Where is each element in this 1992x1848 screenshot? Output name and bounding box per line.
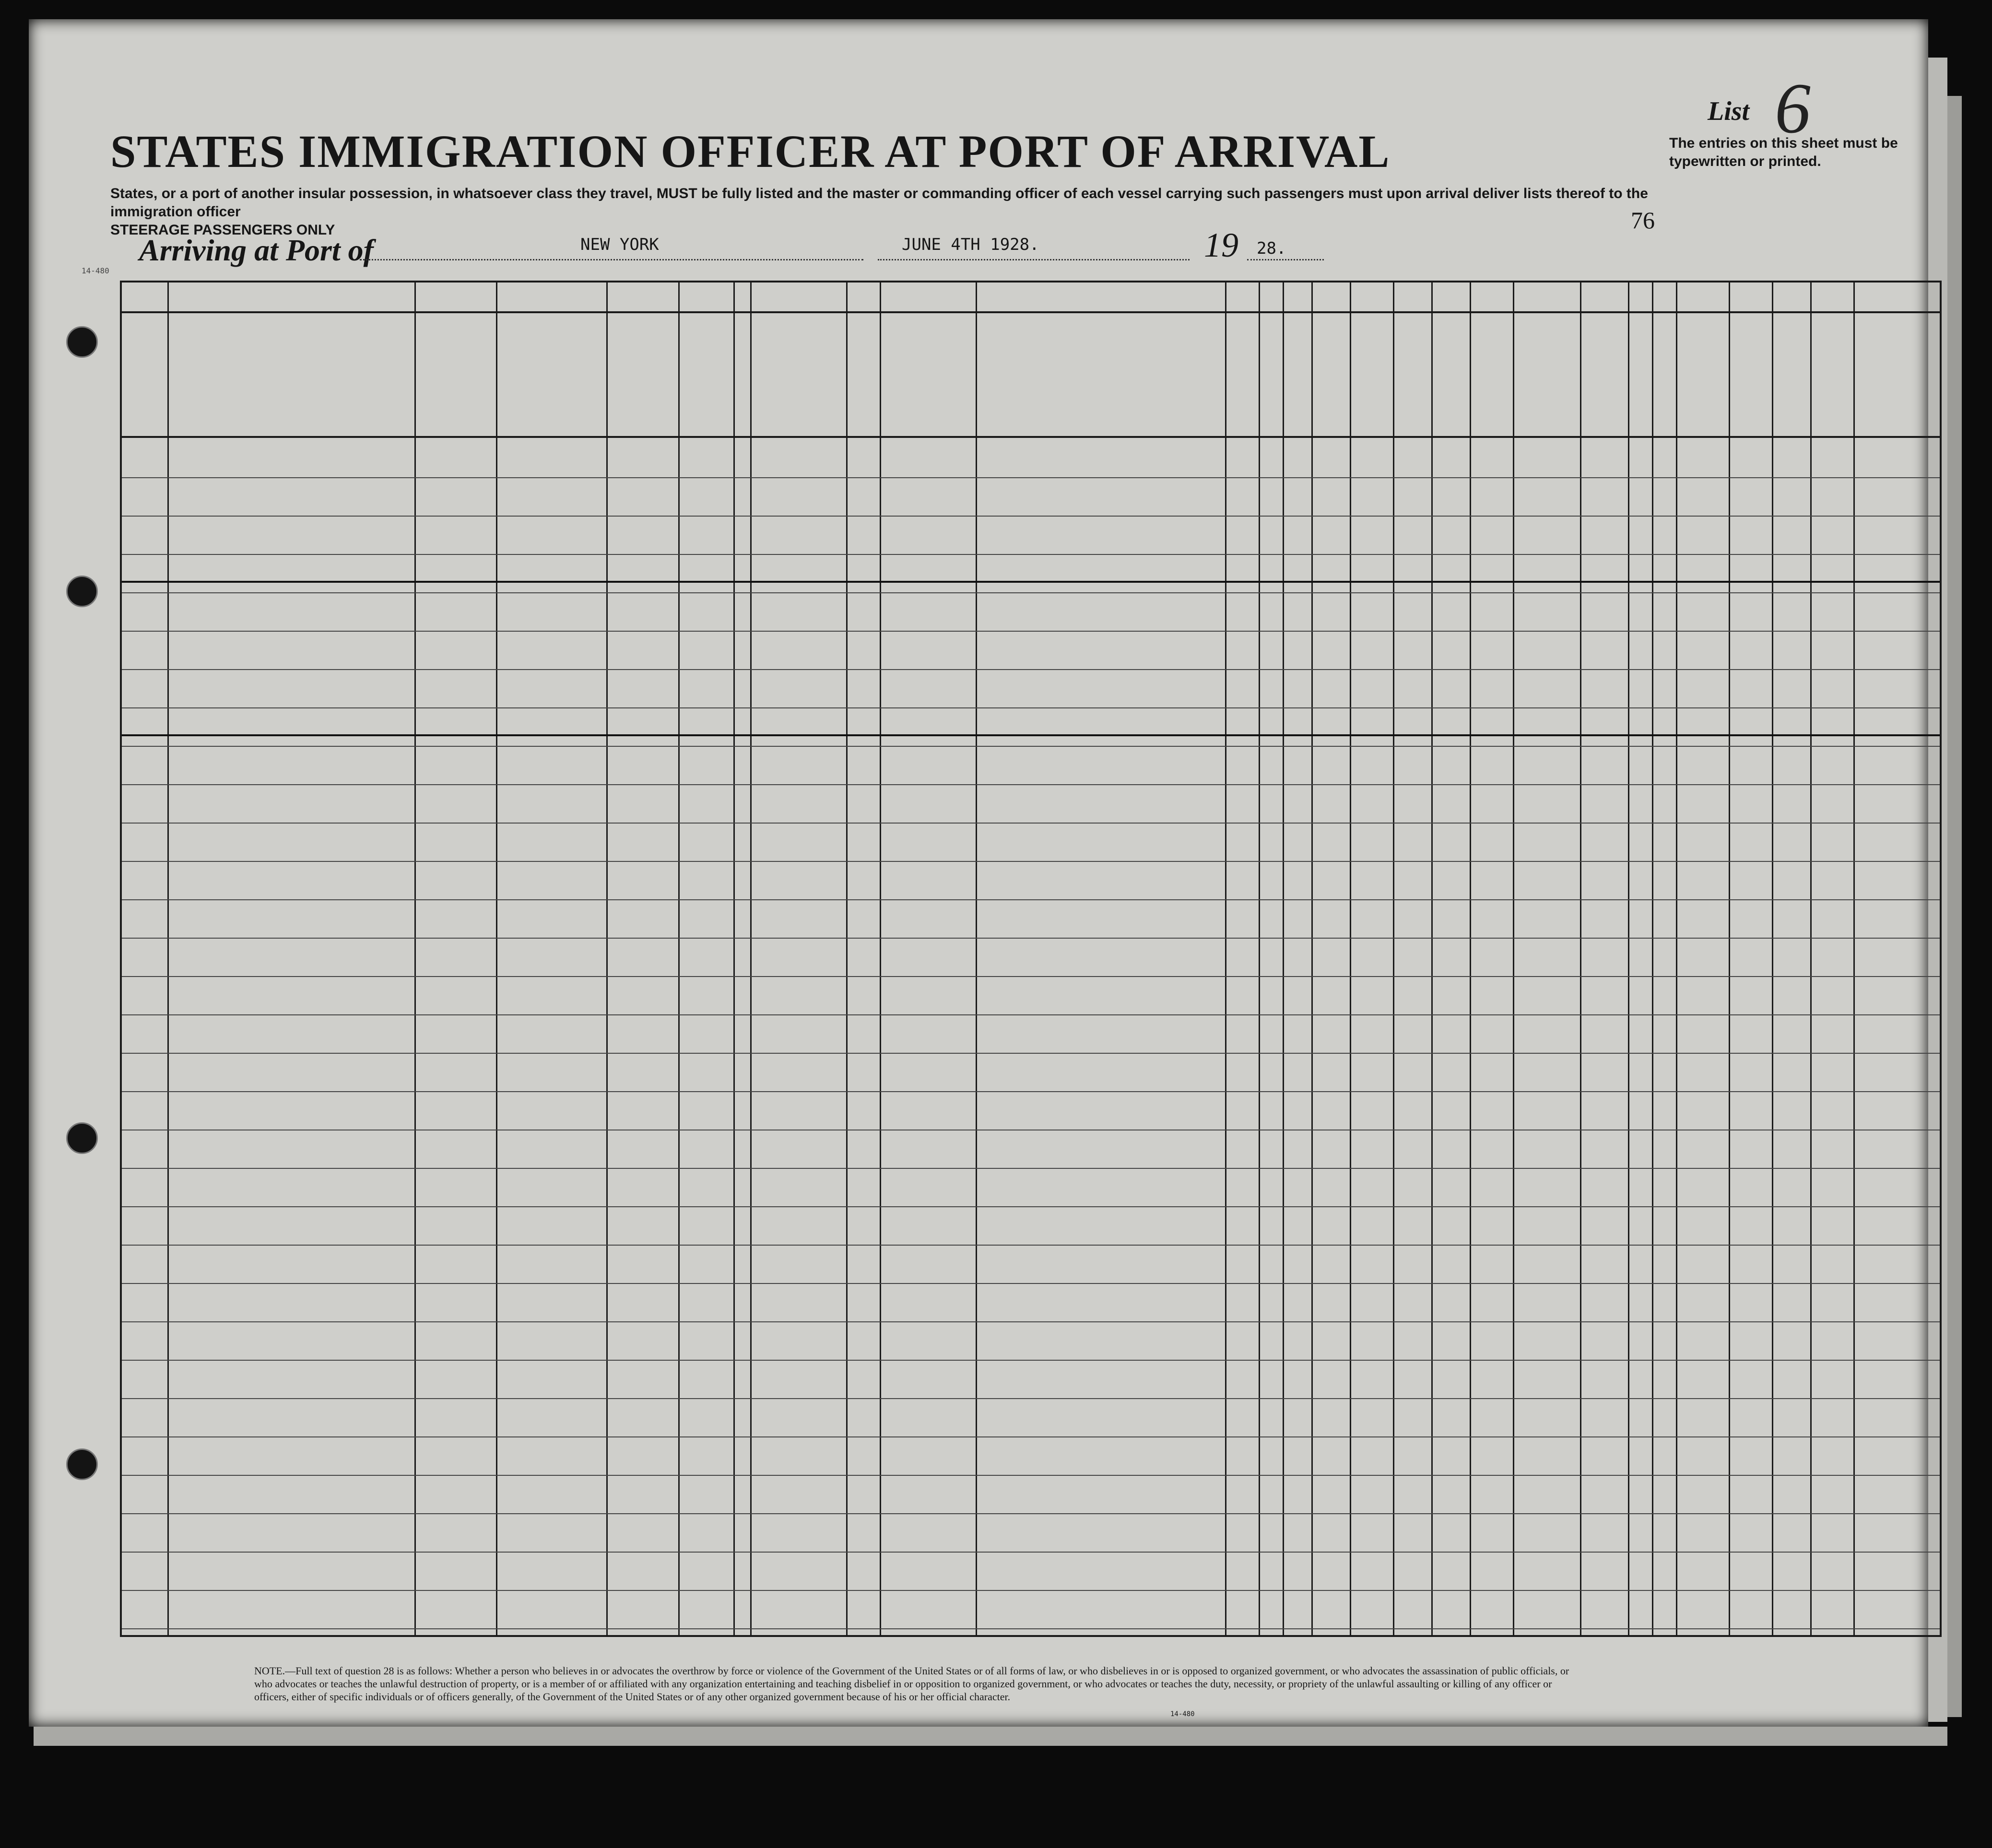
list-note: The entries on this sheet must be typewritten or printed. [1669,135,1898,169]
row-divider [122,1513,1940,1514]
row-divider [122,1475,1940,1476]
form-code: 14-480 [82,266,109,275]
row-divider [122,823,1940,824]
row-divider [122,1398,1940,1399]
row-divider [122,861,1940,862]
instructions [110,185,1693,239]
column-divider [1470,282,1471,1635]
row-divider [122,938,1940,939]
row-divider [122,1091,1940,1092]
page-edge [1947,96,1962,1717]
year-prefix: 19 [1204,226,1238,264]
column-header [1515,315,1544,459]
strike-through-line [122,734,1940,736]
manifest-table [120,281,1942,1637]
page-title: STATES IMMIGRATION OFFICER AT PORT OF ARRIVAL [110,126,1391,177]
row-divider [122,1360,1940,1361]
column-divider [167,282,169,1635]
row-divider [122,899,1940,900]
divider [1247,259,1324,260]
row-divider [122,1590,1940,1591]
column-divider [1311,282,1313,1635]
column-divider [1259,282,1260,1635]
column-divider [733,282,735,1635]
column-header [1434,315,1462,459]
row-divider [122,477,1940,478]
row-divider [122,1552,1940,1553]
column-divider [1810,282,1812,1635]
column-divider [846,282,848,1635]
column-divider [1283,282,1284,1635]
column-divider [496,282,497,1635]
arrival-port: NEW YORK [580,235,659,254]
instruction-text: States, or a port of another insular possession, in whatsoever class they travel, MUST be fully listed and the master or commanding officer of each vessel carrying such passengers must upon arrival deliver lists thereof to the immigration officer [110,186,1648,220]
row-divider [122,1168,1940,1169]
row-divider [122,784,1940,785]
row-divider [122,976,1940,977]
column-divider [1393,282,1394,1635]
column-divider [1350,282,1351,1635]
header-divider [122,311,1940,313]
punch-hole [66,326,98,358]
column-divider [750,282,752,1635]
manifest-sheet [29,19,1928,1727]
column-divider [1513,282,1514,1635]
column-divider [1853,282,1855,1635]
column-divider [880,282,881,1635]
row-divider [122,631,1940,632]
punch-hole [66,576,98,607]
column-divider [606,282,608,1635]
column-divider [1580,282,1581,1635]
row-divider [122,1206,1940,1207]
row-divider [122,669,1940,670]
page-edge [34,1727,1947,1746]
column-header [1227,315,1256,459]
column-divider [678,282,680,1635]
row-divider [122,554,1940,555]
column-divider [1676,282,1677,1635]
punch-hole [66,1448,98,1480]
strike-through-line [122,581,1940,583]
list-number: 6 [1775,69,1811,148]
footnote-code: 14-480 [1170,1710,1195,1718]
year-suffix: 28. [1257,239,1286,258]
row-divider [122,592,1940,593]
row-divider [122,1283,1940,1284]
row-divider [122,1014,1940,1015]
row-divider [122,1245,1940,1246]
row-divider [122,516,1940,517]
column-header [1395,315,1424,459]
row-divider [122,1628,1940,1629]
row-divider [122,1321,1940,1322]
column-divider [1729,282,1730,1635]
column-divider [1431,282,1433,1635]
column-header [611,315,640,459]
list-label: List [1708,96,1750,126]
column-header [1314,315,1343,459]
row-divider [122,707,1940,708]
column-divider [414,282,416,1635]
column-header [1285,315,1314,459]
footnote: NOTE.—Full text of question 28 is as follows: Whether a person who believes in or advocates the overthrow by force or violence of the Government of the United States or of all forms of law, or who disbelieves in or is opposed to organized government, or who advocates the assassination of public officials, or who advocates or teaches the unlawful destruction of property, or is a member of or affiliated with any organization entertaining and teaching disbelief in or opposition to organized government, or who advocates or teaches the duty, necessity, or propriety of the unlawful assaulting or killing of any officer or officers, either of specific individuals or of officers generally, of the Government of the United States or of any other organized government because of his or her official character. [254,1665,1569,1703]
column-divider [1225,282,1226,1635]
row-divider [122,1436,1940,1437]
column-header [736,315,765,459]
column-divider [976,282,977,1635]
column-divider [1652,282,1653,1635]
divider [878,259,1190,260]
page-number: 76 [1631,207,1655,234]
column-divider [1772,282,1773,1635]
row-divider [122,746,1940,747]
divider [360,259,863,260]
row-divider [122,1053,1940,1054]
arriving-label: Arriving at Port of [139,233,374,267]
arrival-date: JUNE 4TH 1928. [902,235,1039,254]
column-divider [1628,282,1629,1635]
punch-hole [66,1122,98,1154]
column-header [1352,315,1381,459]
column-header [1472,315,1501,459]
header-divider [122,436,1940,438]
steerage-label: STEERAGE PASSENGERS ONLY [110,222,335,238]
